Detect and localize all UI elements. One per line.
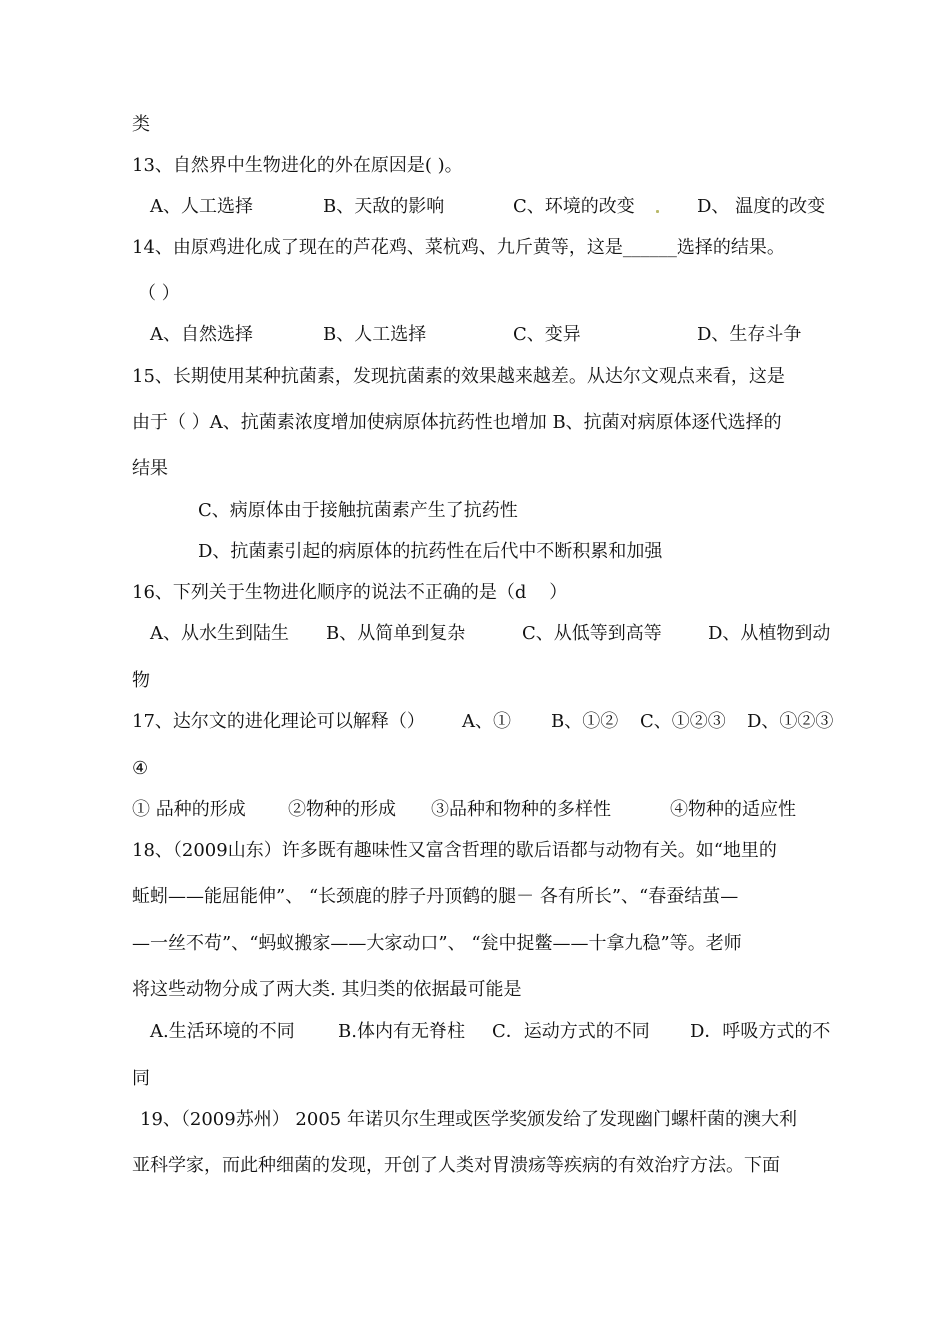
- option-16b: B、从简单到复杂: [326, 623, 466, 644]
- text-line: 类: [132, 114, 150, 135]
- option-15d: D、抗菌素引起的病原体的抗药性在后代中不断积累和加强: [198, 541, 663, 562]
- option-17d-cont: ④: [132, 758, 149, 779]
- question-18-line3: —一丝不苟”、“蚂蚁搬家——大家动口”、 “瓮中捉鳖——十拿九稳”等。老师: [132, 933, 742, 954]
- question-19: 19、（2009苏州） 2005 年诺贝尔生理或医学奖颁发给了发现幽门螺杆菌的澳大利: [140, 1109, 797, 1130]
- option-18a: A.生活环境的不同: [150, 1021, 295, 1042]
- question-18-line2: 蚯蚓——能屈能伸”、 “长颈鹿的脖子丹顶鹤的腿－ 各有所长”、“春蚕结茧—: [132, 886, 739, 907]
- stray-dot: [656, 210, 659, 213]
- option-18c: C．运动方式的不同: [492, 1021, 650, 1042]
- option-17c: C、①②③: [640, 711, 726, 732]
- question-19-line2: 亚科学家，而此种细菌的发现，开创了人类对胃溃疡等疾病的有效治疗方法。下面: [132, 1155, 780, 1176]
- option-14d: D、生存斗争: [697, 324, 802, 345]
- option-13b: B、天敌的影响: [323, 196, 445, 217]
- statement-4: ④物种的适应性: [670, 799, 796, 820]
- option-18d: D．呼吸方式的不: [690, 1021, 831, 1042]
- question-15: 15、长期使用某种抗菌素，发现抗菌素的效果越来越差。从达尔文观点来看，这是: [132, 366, 785, 387]
- question-15-line2: 由于（ ）A、抗菌素浓度增加使病原体抗药性也增加 B、抗菌对病原体逐代选择的: [132, 412, 782, 433]
- option-14c: C、变异: [513, 324, 581, 345]
- option-16a: A、从水生到陆生: [150, 623, 289, 644]
- option-16c: C、从低等到高等: [522, 623, 662, 644]
- option-17b: B、①②: [551, 711, 619, 732]
- option-16d: D、从植物到动: [708, 623, 831, 644]
- option-18b: B.体内有无脊柱: [338, 1021, 465, 1042]
- option-13d: D、 温度的改变: [697, 196, 826, 217]
- statement-3: ③品种和物种的多样性: [431, 799, 611, 820]
- option-14a: A、自然选择: [150, 324, 253, 345]
- question-17: 17、达尔文的进化理论可以解释（）: [132, 711, 425, 732]
- option-13a: A、人工选择: [150, 196, 253, 217]
- option-16d-cont: 物: [132, 670, 150, 691]
- option-18d-cont: 同: [132, 1068, 150, 1089]
- statement-1: ① 品种的形成: [132, 799, 246, 820]
- question-13: 13、自然界中生物进化的外在原因是( )。: [132, 155, 463, 176]
- question-16: 16、下列关于生物进化顺序的说法不正确的是（d ）: [132, 582, 568, 603]
- option-14b: B、人工选择: [323, 324, 427, 345]
- question-18: 18、（2009山东）许多既有趣味性又富含哲理的歇后语都与动物有关。如“地里的: [132, 840, 777, 861]
- option-17d: D、①②③: [747, 711, 834, 732]
- question-18-line4: 将这些动物分成了两大类. 其归类的依据最可能是: [132, 979, 522, 1000]
- question-15-line3: 结果: [132, 458, 168, 479]
- statement-2: ②物种的形成: [288, 799, 396, 820]
- question-14: 14、由原鸡进化成了现在的芦花鸡、菜杭鸡、九斤黄等，这是______选择的结果。: [132, 237, 785, 258]
- answer-parens: （ ）: [138, 283, 180, 304]
- option-13c: C、环境的改变: [513, 196, 635, 217]
- option-17a: A、①: [462, 711, 511, 732]
- option-15c: C、病原体由于接触抗菌素产生了抗药性: [198, 500, 518, 521]
